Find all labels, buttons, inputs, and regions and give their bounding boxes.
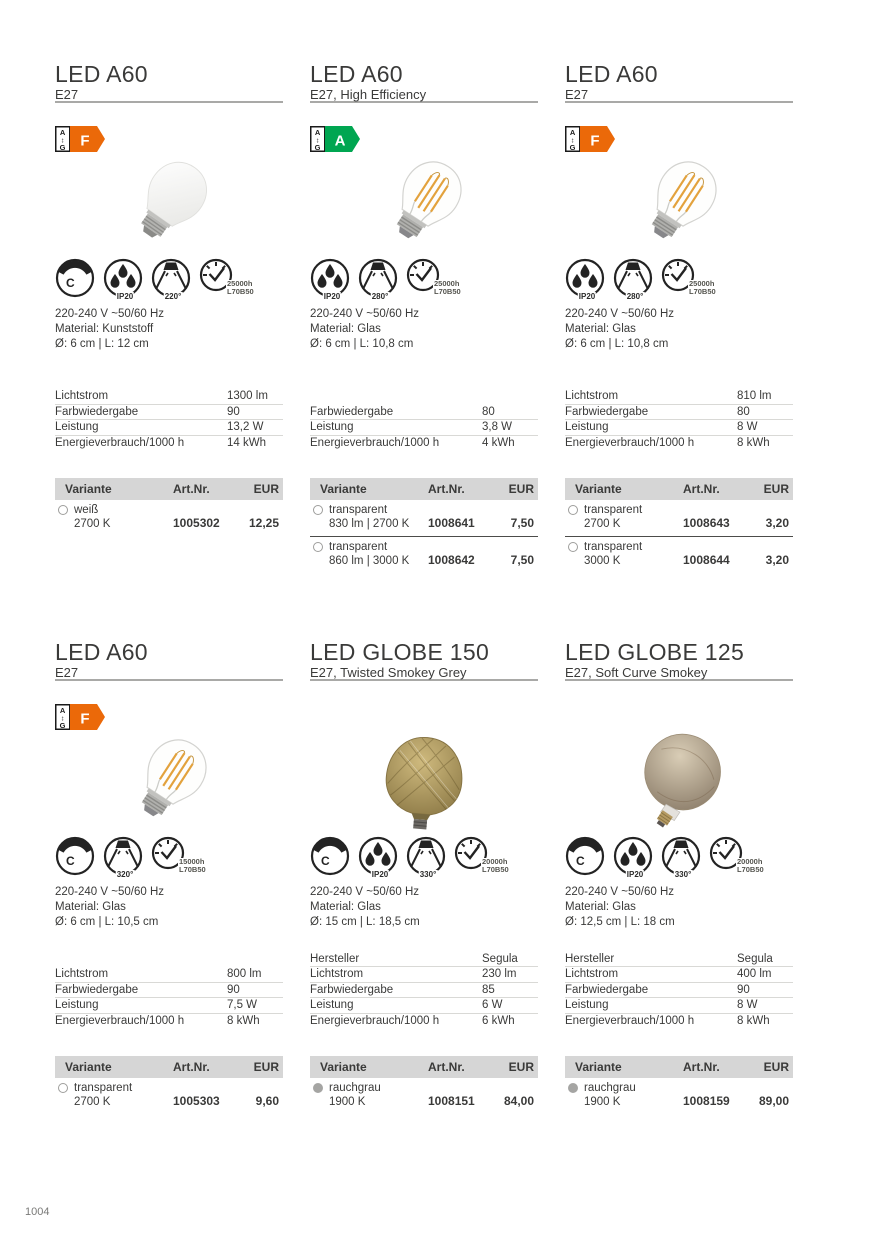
- product-specs: [310, 307, 538, 355]
- page-number: 1004: [25, 1206, 50, 1218]
- variant-price: 12,25: [248, 516, 279, 530]
- spec-voltage: 220-240 V ~50/60 Hz: [310, 308, 420, 320]
- product-header: [310, 63, 538, 103]
- table-row: Lichtstrom 230 lm: [310, 967, 538, 983]
- spec-dimensions: Ø: 6 cm | L: 10,8 cm: [565, 338, 669, 350]
- variant-table: [55, 478, 283, 536]
- energy-label-row: [310, 126, 538, 152]
- variant-spec: 830 lm | 2700 K: [329, 517, 410, 530]
- energy-scale-arrow-icon: ↕: [60, 137, 65, 145]
- beam-angle-icon: [358, 258, 402, 302]
- ip-rating-label: IP20: [116, 292, 134, 301]
- table-row: Lichtstrom 800 lm: [55, 967, 283, 983]
- ip-rating-label: IP20: [323, 292, 341, 301]
- product-title: LED A60: [55, 639, 148, 665]
- variant-artnr: 1008159: [683, 1094, 730, 1108]
- svg-text:↕: ↕: [570, 137, 575, 145]
- dimmable-icon: [55, 836, 99, 880]
- color-swatch: [568, 542, 578, 552]
- spec-voltage: 220-240 V ~50/60 Hz: [55, 308, 165, 320]
- energy-class-letter: F: [80, 710, 90, 728]
- variant-table-header: Variante Art.Nr. EUR: [310, 478, 538, 500]
- spec-voltage: 220-240 V ~50/60 Hz: [55, 886, 165, 898]
- product-card: [565, 61, 793, 567]
- variant-table: [55, 1056, 283, 1114]
- variant-table: [565, 1056, 793, 1114]
- beam-angle-label: 320°: [116, 870, 134, 879]
- product-photo: [310, 154, 538, 254]
- variant-table: [565, 478, 793, 573]
- dimmable-icon: [565, 836, 609, 880]
- lifetime-icon: [709, 836, 765, 880]
- spec-voltage: 220-240 V ~50/60 Hz: [310, 886, 420, 898]
- detail-table: [55, 933, 283, 1029]
- spec-material: Material: Glas: [565, 323, 636, 335]
- ip-rating-label: IP20: [626, 870, 644, 879]
- variant-table: [310, 478, 538, 573]
- product-header: [310, 641, 538, 681]
- product-header: [565, 63, 793, 103]
- product-photo: [310, 732, 538, 832]
- product-title: LED A60: [55, 61, 148, 87]
- variant-table-header: Variante Art.Nr. EUR: [310, 1056, 538, 1078]
- lifetime-icon: [151, 836, 207, 880]
- ip-rating-icon: [310, 258, 354, 302]
- spec-material: Material: Kunststoff: [55, 323, 154, 335]
- variant-row: [565, 536, 793, 573]
- dimmable-icon: [55, 258, 99, 302]
- svg-text:G: G: [569, 143, 576, 152]
- variant-name: transparent: [584, 541, 643, 553]
- variant-artnr: 1005303: [173, 1094, 220, 1108]
- color-swatch: [58, 505, 68, 515]
- beam-angle-icon: [103, 836, 147, 880]
- energy-class-letter: F: [590, 132, 600, 150]
- lifetime-label: 15000h L70B50: [179, 857, 206, 874]
- table-row: Leistung 13,2 W: [55, 420, 283, 436]
- energy-label-row: [55, 704, 283, 730]
- product-card: [565, 641, 793, 1141]
- beam-angle-icon: [613, 258, 657, 302]
- table-row: Farbwiedergabe 90: [565, 983, 793, 999]
- feature-icons: [310, 258, 538, 302]
- spec-dimensions: Ø: 12,5 cm | L: 18 cm: [565, 916, 675, 928]
- table-row: Energieverbrauch/1000 h 6 kWh: [310, 1015, 515, 1028]
- color-swatch: [568, 1083, 578, 1093]
- variant-row: [565, 1078, 793, 1114]
- spec-material: Material: Glas: [565, 901, 636, 913]
- feature-icons: [55, 258, 283, 302]
- table-row: Leistung 8 W: [565, 998, 793, 1014]
- variant-row: [55, 500, 283, 536]
- detail-table: [565, 355, 793, 451]
- lifetime-label: 25000h L70B50: [434, 279, 461, 296]
- detail-table: [565, 933, 793, 1029]
- spec-dimensions: Ø: 6 cm | L: 12 cm: [55, 338, 149, 350]
- product-grid: [55, 63, 793, 1141]
- variant-spec: 860 lm | 3000 K: [329, 554, 410, 567]
- ip-rating-icon: [358, 836, 402, 880]
- product-header: [55, 63, 283, 103]
- spec-material: Material: Glas: [310, 901, 381, 913]
- ip-rating-label: IP20: [578, 292, 596, 301]
- variant-spec: 3000 K: [584, 554, 621, 567]
- beam-angle-label: 220°: [164, 292, 182, 301]
- svg-text:C: C: [66, 276, 75, 290]
- product-card: [55, 641, 283, 1141]
- table-row: Hersteller Segula: [565, 952, 793, 968]
- feature-icons: [565, 836, 793, 880]
- product-specs: [310, 885, 538, 933]
- dimmable-icon: [310, 836, 354, 880]
- product-card: [310, 61, 538, 567]
- spec-dimensions: Ø: 6 cm | L: 10,5 cm: [55, 916, 159, 928]
- variant-price: 3,20: [765, 553, 789, 567]
- energy-class-letter: A: [334, 132, 346, 150]
- svg-text:C: C: [66, 854, 75, 868]
- product-title: LED GLOBE 150: [310, 639, 490, 665]
- svg-text:↕: ↕: [60, 715, 65, 723]
- variant-price: 7,50: [510, 553, 534, 567]
- table-row: Lichtstrom 400 lm: [565, 967, 793, 983]
- variant-name: transparent: [584, 504, 643, 516]
- ip-rating-icon: [613, 836, 657, 880]
- variant-name: transparent: [329, 541, 388, 553]
- table-row: Leistung 8 W: [565, 420, 793, 436]
- energy-efficiency-label-icon: [310, 126, 366, 152]
- variant-spec: 1900 K: [584, 1095, 621, 1108]
- ip-rating-icon: [565, 258, 609, 302]
- ip-rating-label: IP20: [371, 870, 389, 879]
- product-subtitle: E27, Twisted Smokey Grey: [310, 665, 467, 680]
- product-header: [565, 641, 793, 681]
- variant-price: 3,20: [765, 516, 789, 530]
- table-row: Lichtstrom 1300 lm: [55, 389, 283, 405]
- energy-label-row: [310, 704, 538, 730]
- product-subtitle: E27: [55, 665, 79, 680]
- product-card: [55, 63, 283, 563]
- variant-table: [310, 1056, 538, 1114]
- lifetime-label: 20000h L70B50: [482, 857, 509, 874]
- variant-row: [565, 500, 793, 536]
- product-photo: [565, 732, 793, 832]
- table-row: Leistung 7,5 W: [55, 998, 283, 1014]
- variant-artnr: 1008642: [428, 553, 475, 567]
- feature-icons: [565, 258, 793, 302]
- energy-class-letter: F: [80, 132, 90, 150]
- product-photo: [55, 154, 283, 254]
- energy-efficiency-label-icon: [55, 704, 111, 730]
- variant-row: [310, 1078, 538, 1114]
- table-row: Farbwiedergabe 90: [55, 983, 283, 999]
- product-photo: [565, 154, 793, 254]
- energy-efficiency-label-icon: [565, 126, 621, 152]
- variant-artnr: 1008641: [428, 516, 475, 530]
- table-row: Energieverbrauch/1000 h 4 kWh: [310, 437, 515, 450]
- energy-label-row: [565, 126, 793, 152]
- product-specs: [565, 885, 793, 933]
- feature-icons: [55, 836, 283, 880]
- product-specs: [55, 885, 283, 933]
- beam-angle-label: 280°: [626, 292, 644, 301]
- variant-artnr: 1005302: [173, 516, 220, 530]
- lifetime-icon: [661, 258, 717, 302]
- beam-angle-icon: [406, 836, 450, 880]
- variant-spec: 1900 K: [329, 1095, 366, 1108]
- variant-artnr: 1008643: [683, 516, 730, 530]
- color-swatch: [313, 505, 323, 515]
- variant-table-header: Variante Art.Nr. EUR: [565, 478, 793, 500]
- variant-name: rauchgrau: [329, 1082, 381, 1094]
- svg-text:A: A: [59, 706, 66, 715]
- variant-name: transparent: [74, 1082, 133, 1094]
- variant-row: [55, 1078, 283, 1114]
- product-title: LED A60: [565, 61, 658, 87]
- variant-row: [310, 536, 538, 573]
- color-swatch: [568, 505, 578, 515]
- table-row: Energieverbrauch/1000 h 14 kWh: [55, 437, 266, 450]
- spec-material: Material: Glas: [310, 323, 381, 335]
- table-row: Leistung 6 W: [310, 998, 538, 1014]
- beam-angle-label: 280°: [371, 292, 389, 301]
- variant-table-header: Variante Art.Nr. EUR: [55, 478, 283, 500]
- lifetime-label: 20000h L70B50: [737, 857, 764, 874]
- table-row: Energieverbrauch/1000 h 8 kWh: [55, 1015, 260, 1028]
- variant-price: 84,00: [503, 1094, 534, 1108]
- table-row: Leistung 3,8 W: [310, 420, 538, 436]
- variant-table-header: Variante Art.Nr. EUR: [55, 1056, 283, 1078]
- detail-table: [310, 355, 538, 451]
- beam-angle-icon: [661, 836, 705, 880]
- product-subtitle: E27, High Efficiency: [310, 87, 427, 102]
- table-row: Hersteller Segula: [310, 952, 538, 968]
- beam-angle-icon: [151, 258, 195, 302]
- svg-text:C: C: [321, 854, 330, 868]
- svg-text:A: A: [569, 128, 576, 137]
- lifetime-icon: [406, 258, 462, 302]
- lifetime-icon: [454, 836, 510, 880]
- table-row: Farbwiedergabe 80: [310, 405, 538, 421]
- variant-table-header: Variante Art.Nr. EUR: [565, 1056, 793, 1078]
- svg-text:A: A: [314, 128, 321, 137]
- energy-efficiency-label-icon: [55, 126, 111, 152]
- product-subtitle: E27, Soft Curve Smokey: [565, 665, 708, 680]
- energy-label-row: [55, 126, 283, 152]
- detail-table: [55, 355, 283, 451]
- lifetime-icon: [199, 258, 255, 302]
- product-specs: [55, 307, 283, 355]
- variant-price: 9,60: [255, 1094, 279, 1108]
- feature-icons: [310, 836, 538, 880]
- product-subtitle: E27: [55, 87, 79, 102]
- energy-scale-bottom: G: [59, 143, 66, 152]
- color-swatch: [58, 1083, 68, 1093]
- energy-scale-top: A: [59, 128, 66, 137]
- table-row: Lichtstrom 810 lm: [565, 389, 793, 405]
- product-card: [310, 641, 538, 1141]
- product-title: LED A60: [310, 61, 403, 87]
- table-row: Energieverbrauch/1000 h 8 kWh: [565, 437, 770, 450]
- spec-voltage: 220-240 V ~50/60 Hz: [565, 886, 675, 898]
- beam-angle-label: 330°: [419, 870, 437, 879]
- variant-spec: 2700 K: [74, 1095, 111, 1108]
- color-swatch: [313, 542, 323, 552]
- variant-artnr: 1008151: [428, 1094, 475, 1108]
- table-row: Farbwiedergabe 90: [55, 405, 283, 421]
- product-specs: [565, 307, 793, 355]
- variant-row: [310, 500, 538, 536]
- variant-name: rauchgrau: [584, 1082, 636, 1094]
- energy-label-row: [565, 704, 793, 730]
- product-title: LED GLOBE 125: [565, 639, 745, 665]
- variant-artnr: 1008644: [683, 553, 730, 567]
- spec-voltage: 220-240 V ~50/60 Hz: [565, 308, 675, 320]
- product-header: [55, 641, 283, 681]
- color-swatch: [313, 1083, 323, 1093]
- table-row: Farbwiedergabe 80: [565, 405, 793, 421]
- spec-dimensions: Ø: 15 cm | L: 18,5 cm: [310, 916, 420, 928]
- variant-spec: 2700 K: [584, 517, 621, 530]
- product-photo: [55, 732, 283, 832]
- svg-text:↕: ↕: [315, 137, 320, 145]
- spec-dimensions: Ø: 6 cm | L: 10,8 cm: [310, 338, 414, 350]
- spec-material: Material: Glas: [55, 901, 126, 913]
- variant-name: transparent: [329, 504, 388, 516]
- variant-spec: 2700 K: [74, 517, 111, 530]
- table-row: Energieverbrauch/1000 h 8 kWh: [565, 1015, 770, 1028]
- lifetime-label: 25000h L70B50: [689, 279, 716, 296]
- beam-angle-label: 330°: [674, 870, 692, 879]
- variant-price: 7,50: [510, 516, 534, 530]
- svg-text:C: C: [576, 854, 585, 868]
- table-row: Farbwiedergabe 85: [310, 983, 538, 999]
- variant-price: 89,00: [758, 1094, 789, 1108]
- detail-table: [310, 933, 538, 1029]
- ip-rating-icon: [103, 258, 147, 302]
- svg-text:G: G: [59, 721, 66, 730]
- lifetime-label: 25000h L70B50: [227, 279, 254, 296]
- variant-name: weiß: [74, 504, 99, 516]
- svg-text:G: G: [314, 143, 321, 152]
- product-subtitle: E27: [565, 87, 589, 102]
